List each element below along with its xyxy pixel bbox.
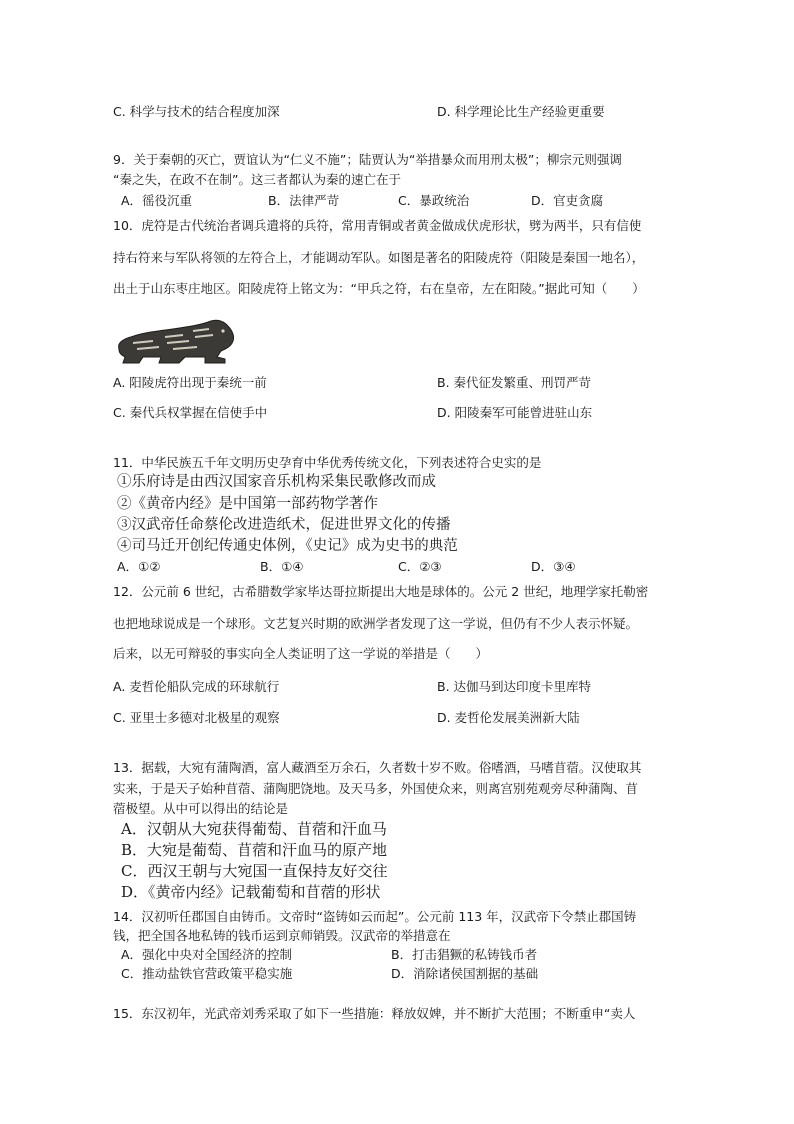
q14-stem-line-1: 14．汉初听任郡国自由铸币。文帝时“盗铸如云而起”。公元前 113 年，汉武帝下令禁止郡国铸 <box>113 909 637 924</box>
q10-stem-line-1: 10．虎符是古代统治者调兵遣将的兵符，常用青铜或者黄金做成伏虎形状，劈为两半，只有信使 <box>113 218 642 233</box>
q11-item-2: ②《黄帝内经》是中国第一部药物学著作 <box>117 496 378 512</box>
q9-option-d: D．官吏贪腐 <box>531 193 604 208</box>
q14-option-d: D．消除诸侯国割据的基础 <box>391 966 539 981</box>
q11-option-c: C．②③ <box>398 559 442 574</box>
q9-stem-line-2: “秦之失，在政不在制”。这三者都认为秦的速亡在于 <box>113 172 401 187</box>
q10-stem-line-3: 出土于山东枣庄地区。阳陵虎符上铭文为：“甲兵之符，右在皇帝，左在阳陵。”据此可知（ ） <box>113 281 645 296</box>
tiger-eye <box>221 329 224 332</box>
q11-item-1: ①乐府诗是由西汉国家音乐机构采集民歌修改而成 <box>117 474 436 490</box>
q10-option-c: C. 秦代兵权掌握在信使手中 <box>113 405 268 420</box>
q12-option-d: D. 麦哲伦发展美洲新大陆 <box>437 710 580 725</box>
q9-option-a: A．徭役沉重 <box>121 193 193 208</box>
q11-item-3: ③汉武帝任命蔡伦改进造纸术，促进世界文化的传播 <box>117 517 451 533</box>
q12-option-a: A. 麦哲伦船队完成的环球航行 <box>113 679 280 694</box>
q13-option-a: A．汉朝从大宛获得葡萄、苜蓿和汗血马 <box>121 820 387 838</box>
q11-stem: 11．中华民族五千年文明历史孕育中华优秀传统文化，下列表述符合史实的是 <box>113 455 542 470</box>
q13-option-c: C．西汉王朝与大宛国一直保持友好交往 <box>121 862 388 880</box>
q15-stem-line-1: 15．东汉初年，光武帝刘秀采取了如下一些措施：释放奴婢，并不断扩大范围；不断重申“卖人 <box>113 1006 636 1021</box>
q13-stem-line-2: 实来，于是天子始种苜蓿、蒲陶肥饶地。及天马多，外国使众来，则离宫别苑观旁尽种蒲陶、苜 <box>113 781 639 796</box>
q14-stem-line-2: 钱，把全国各地私铸的钱币运到京师销毁。汉武帝的举措意在 <box>113 928 451 943</box>
q9-option-c: C．暴政统治 <box>398 193 470 208</box>
q8-option-c: C. 科学与技术的结合程度加深 <box>113 104 280 119</box>
q10-option-b: B. 秦代征发繁重、刑罚严苛 <box>437 375 592 390</box>
q9-stem-line-1: 9．关于秦朝的灭亡，贾谊认为“仁义不施”；陆贾认为“举措暴众而用刑太极”；柳宗元则强调 <box>113 152 622 167</box>
q14-option-b: B．打击猖獗的私铸钱币者 <box>391 947 538 962</box>
q11-item-4: ④司马迁开创纪传通史体例，《史记》成为史书的典范 <box>117 538 458 554</box>
q14-option-c: C．推动盐铁官营政策平稳实施 <box>121 966 293 981</box>
q13-stem-line-3: 蓿极望。从中可以得出的结论是 <box>113 801 289 816</box>
q11-option-b: B．①④ <box>260 559 304 574</box>
q14-option-a: A．强化中央对全国经济的控制 <box>121 947 293 962</box>
q10-option-d: D. 阳陵秦军可能曾进驻山东 <box>437 405 593 420</box>
q9-option-b: B．法律严苛 <box>268 193 340 208</box>
q10-option-a: A. 阳陵虎符出现于秦统一前 <box>113 375 267 390</box>
q12-option-c: C. 亚里士多德对北极星的观察 <box>113 710 280 725</box>
q11-option-a: A．①② <box>117 559 161 574</box>
q13-option-d: D．《黄帝内经》记载葡萄和苜蓿的形状 <box>121 883 381 901</box>
q10-stem-line-2: 持右符来与军队将领的左符合上，才能调动军队。如图是著名的阳陵虎符（阳陵是秦国一地名）， <box>113 250 645 265</box>
q12-stem-line-2: 也把地球说成是一个球形。文艺复兴时期的欧洲学者发现了这一学说，但仍有不少人表示怀疑。 <box>113 616 639 631</box>
q11-option-d: D．③④ <box>531 559 576 574</box>
q12-stem-line-1: 12．公元前 6 世纪，古希腊数学家毕达哥拉斯提出大地是球体的。公元 2 世纪，地理学家托勒密 <box>113 584 649 599</box>
q12-stem-line-3: 后来，以无可辩驳的事实向全人类证明了这一学说的举措是（ ） <box>113 646 489 661</box>
q13-option-b: B．大宛是葡萄、苜蓿和汗血马的原产地 <box>121 841 388 859</box>
q13-stem-line-1: 13．据载，大宛有蒲陶酒，富人藏酒至万余石，久者数十岁不败。俗嗜酒，马嗜苜蓿。汉使取其 <box>113 760 642 775</box>
q8-option-d: D. 科学理论比生产经验更重要 <box>437 104 605 119</box>
tiger-tally-image <box>113 313 243 365</box>
q12-option-b: B. 达伽马到达印度卡里库特 <box>437 679 592 694</box>
